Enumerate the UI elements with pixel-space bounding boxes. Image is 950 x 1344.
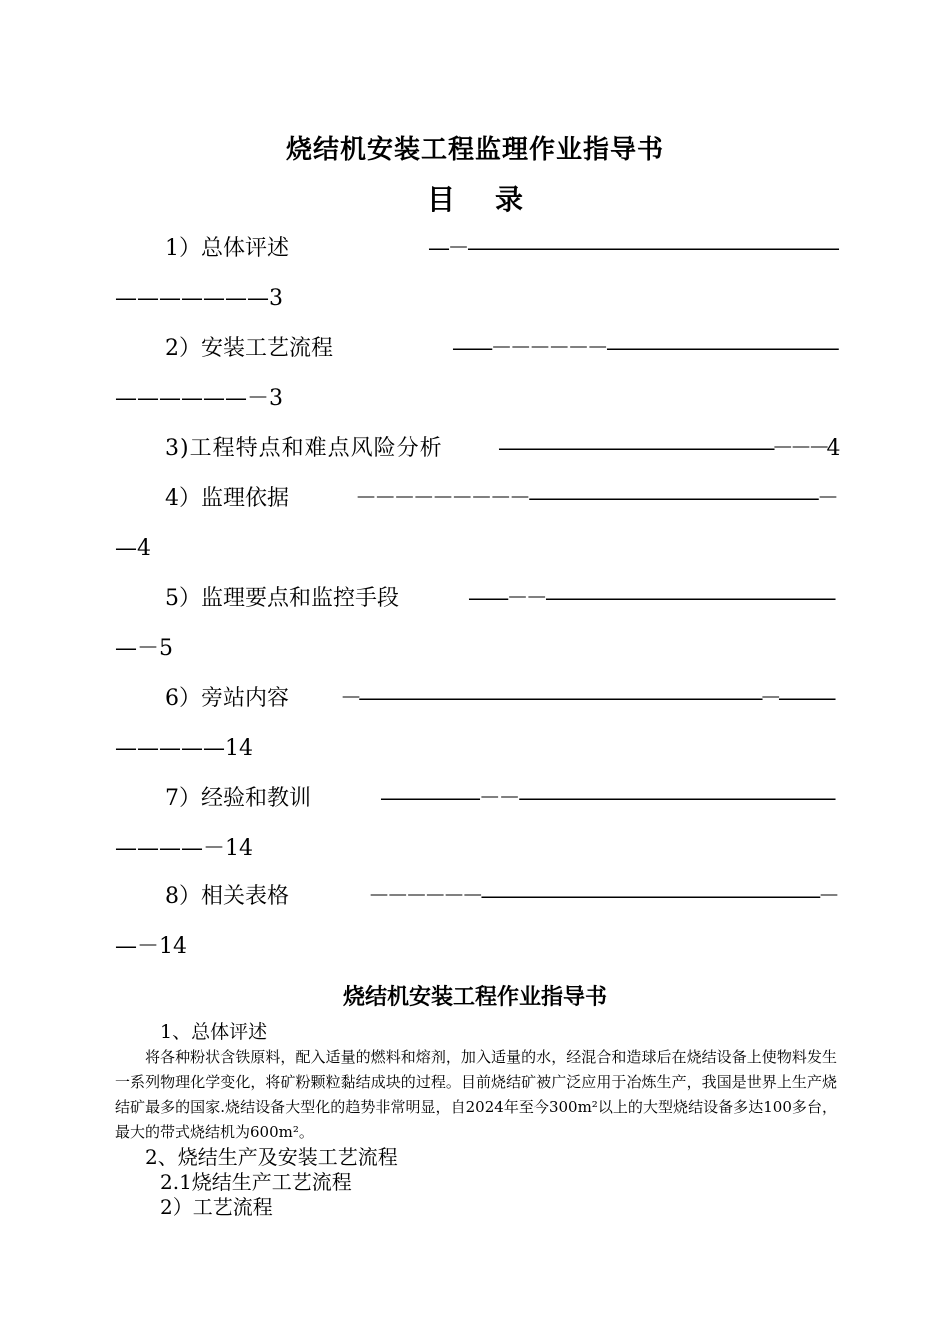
toc-heading-left: 目 bbox=[426, 183, 455, 216]
toc-heading bbox=[0, 180, 950, 220]
toc-entry-label: 1）总体评述 bbox=[165, 236, 289, 261]
toc-entry-leader: －－－－－－——————————————————－ bbox=[368, 884, 837, 909]
toc-entry-leader: －－－－－－－－－———————————————－ bbox=[355, 486, 837, 511]
toc-entry-label: 5）监理要点和监控手段 bbox=[165, 586, 399, 611]
toc-entry-label: 7）经验和教训 bbox=[165, 786, 311, 811]
toc-entry-page: —－14 bbox=[115, 934, 187, 959]
toc-entry-leader: ——－－－－－－———————————— bbox=[452, 336, 838, 361]
toc-entry-page: ————－14 bbox=[115, 836, 253, 861]
section-heading-2: 2、烧结生产及安装工艺流程 bbox=[145, 1145, 398, 1169]
toc-entry-leader: —————－－———————————————— bbox=[380, 786, 835, 811]
toc-entry-leader: ——－－——————————————— bbox=[468, 586, 834, 611]
toc-entry-page: —————14 bbox=[115, 736, 253, 761]
toc-entry-label: 3)工程特点和难点风险分析 bbox=[165, 436, 443, 461]
section-title: 烧结机安装工程作业指导书 bbox=[342, 984, 607, 1010]
toc-heading-right: 录 bbox=[495, 183, 524, 216]
toc-entry-page: —－5 bbox=[115, 636, 173, 661]
section-paragraph: 将各种粉状含铁原料，配入适量的燃料和熔剂，加入适量的水，经混合和造球后在烧结设备上使物料发生一系列物理化学变化，将矿粉颗粒黏结成块的过程。目前烧结矿被广泛应用于冶炼生产，我国是世界上生产烧结矿最多的国家.烧结设备大型化的趋势非常明显，自2024年至今300m²以上的大型烧结设备多达100多台，最大的带式烧结机为600m²。 bbox=[115, 1048, 837, 1141]
toc-entry-page: ———————3 bbox=[115, 286, 283, 311]
section-heading-3: 2.1烧结生产工艺流程 bbox=[160, 1170, 352, 1194]
toc-entry-leader: ———————————————－－－4 bbox=[498, 436, 837, 461]
toc-entry-label: 8）相关表格 bbox=[165, 884, 289, 909]
toc-entry-page: —4 bbox=[115, 536, 151, 561]
document-title: 烧结机安装工程监理作业指导书 bbox=[285, 135, 664, 165]
toc-entry-label: 4）监理依据 bbox=[165, 486, 289, 511]
section-heading-4: 2）工艺流程 bbox=[160, 1195, 273, 1219]
toc-entry-label: 2）安装工艺流程 bbox=[165, 336, 333, 361]
toc-entry-label: 6）旁站内容 bbox=[165, 686, 289, 711]
toc-entry-leader: —－——————————————————— bbox=[428, 236, 838, 261]
section-heading-1: 1、总体评述 bbox=[160, 1021, 268, 1043]
toc-entry-page: ——————－3 bbox=[115, 386, 283, 411]
toc-entry-leader: －——————————————————————－——— bbox=[340, 686, 833, 711]
